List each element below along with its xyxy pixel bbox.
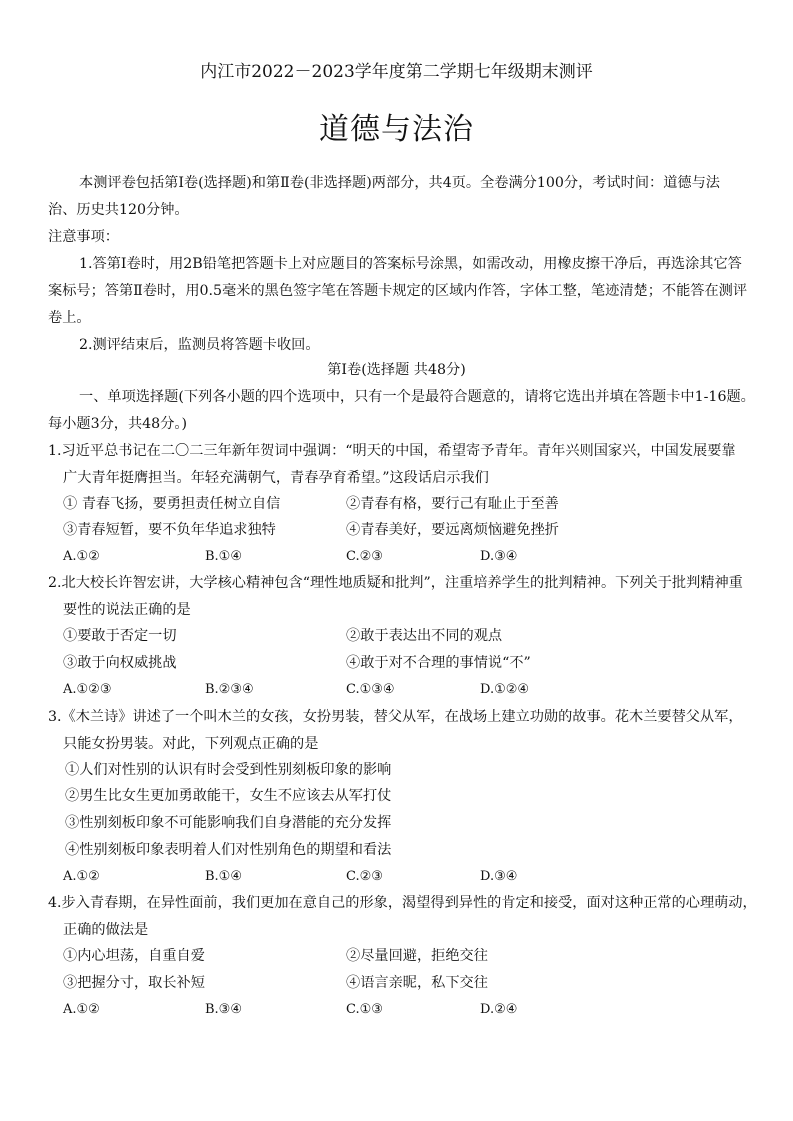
exam-header: 内江市2022－2023学年度第二学期七年级期末测评	[200, 62, 593, 82]
q3-statement-1: ①人们对性别的认识有时会受到性别刻板印象的影响	[65, 762, 392, 778]
q2-statement-2: ②敢于表达出不同的观点	[346, 628, 503, 644]
q1-statement-1: ① 青春飞扬，要勇担责任树立自信	[63, 496, 281, 512]
notes-label: 注意事项：	[48, 229, 119, 245]
notes-item-2: 2.测评结束后，监测员将答题卡收回。	[79, 337, 320, 353]
q4-option-b: B.③④	[205, 1002, 242, 1017]
q1-option-a: A.①②	[63, 549, 100, 564]
intro-line-2: 治、历史共120分钟。	[48, 202, 189, 218]
q1-stem-line-2: 广大青年挺膺担当。年轻充满朝气，青春孕育希望。”这段话启示我们	[63, 470, 489, 486]
q2-stem-line-1: 2.北大校长许智宏讲，大学核心精神包含“理性地质疑和批判”，注重培养学生的批判精神。下列关于批判精神重	[48, 575, 743, 591]
q3-option-c: C.②③	[346, 869, 383, 884]
q2-option-b: B.②③④	[205, 682, 254, 697]
q4-option-a: A.①②	[63, 1002, 100, 1017]
q3-statement-3: ③性别刻板印象不可能影响我们自身潜能的充分发挥	[65, 815, 392, 831]
q4-statement-2: ②尽量回避，拒绝交往	[346, 948, 488, 964]
page-title: 道德与法治	[319, 112, 474, 147]
q1-option-d: D.③④	[480, 549, 518, 564]
q3-statement-2: ②男生比女生更加勇敢能干，女生不应该去从军打仗	[65, 788, 392, 804]
q1-option-c: C.②③	[346, 549, 383, 564]
section-heading: 第Ⅰ卷(选择题 共48分)	[327, 362, 466, 378]
q2-statement-1: ①要敢于否定一切	[63, 628, 177, 644]
q1-statement-4: ④青春美好，要远离烦恼避免挫折	[346, 522, 559, 538]
q3-option-a: A.①②	[63, 869, 100, 884]
intro-line-1: 本测评卷包括第Ⅰ卷(选择题)和第Ⅱ卷(非选择题)两部分，共4页。全卷满分100分，考试时间：道德与法	[79, 175, 720, 191]
section-instr-line-1: 一、单项选择题(下列各小题的四个选项中，只有一个是最符合题意的，请将它选出并填在答题卡中1-16题。	[79, 389, 755, 405]
notes-item-1-line-3: 卷上。	[48, 310, 91, 326]
notes-item-1-line-2: 案标号；答第Ⅱ卷时，用0.5毫米的黑色签字笔在答题卡规定的区域内作答，字体工整，笔迹清楚；不能答在测评	[48, 283, 748, 299]
notes-item-1-line-1: 1.答第Ⅰ卷时，用2B铅笔把答题卡上对应题目的答案标号涂黑，如需改动，用橡皮擦干净后，再选涂其它答	[79, 256, 742, 272]
q2-statement-4: ④敢于对不合理的事情说“不”	[346, 655, 531, 671]
q1-statement-3: ③青春短暂，要不负年华追求独特	[63, 522, 276, 538]
q3-stem-line-2: 只能女扮男装。对此，下列观点正确的是	[63, 736, 319, 752]
q1-stem-line-1: 1.习近平总书记在二〇二三年新年贺词中强调：“明天的中国，希望寄予青年。青年兴则国家兴，中国发展要靠	[48, 443, 736, 459]
section-instr-line-2: 每小题3分，共48分。)	[48, 416, 188, 432]
q2-stem-line-2: 要性的说法正确的是	[63, 602, 191, 618]
q3-option-b: B.①④	[205, 869, 242, 884]
q4-option-c: C.①③	[346, 1002, 383, 1017]
q1-statement-2: ②青春有格，要行己有耻止于至善	[346, 496, 559, 512]
q4-option-d: D.②④	[480, 1002, 518, 1017]
q2-option-c: C.①③④	[346, 682, 395, 697]
q2-option-d: D.①②④	[480, 682, 530, 697]
q4-stem-line-2: 正确的做法是	[63, 922, 149, 938]
q4-stem-line-1: 4.步入青春期，在异性面前，我们更加在意自己的形象，渴望得到异性的肯定和接受，面对这种正常的心理萌动，	[48, 895, 757, 911]
q2-option-a: A.①②③	[63, 682, 112, 697]
q4-statement-1: ①内心坦荡，自重自爱	[63, 948, 205, 964]
q3-stem-line-1: 3.《木兰诗》讲述了一个叫木兰的女孩，女扮男装，替父从军，在战场上建立功勋的故事。花木兰要替父从军，	[48, 709, 743, 725]
q4-statement-3: ③把握分寸，取长补短	[63, 975, 205, 991]
q4-statement-4: ④语言亲昵，私下交往	[346, 975, 488, 991]
q1-option-b: B.①④	[205, 549, 242, 564]
q2-statement-3: ③敢于向权威挑战	[63, 655, 177, 671]
q3-option-d: D.③④	[480, 869, 518, 884]
q3-statement-4: ④性别刻板印象表明着人们对性别角色的期望和看法	[65, 842, 392, 858]
